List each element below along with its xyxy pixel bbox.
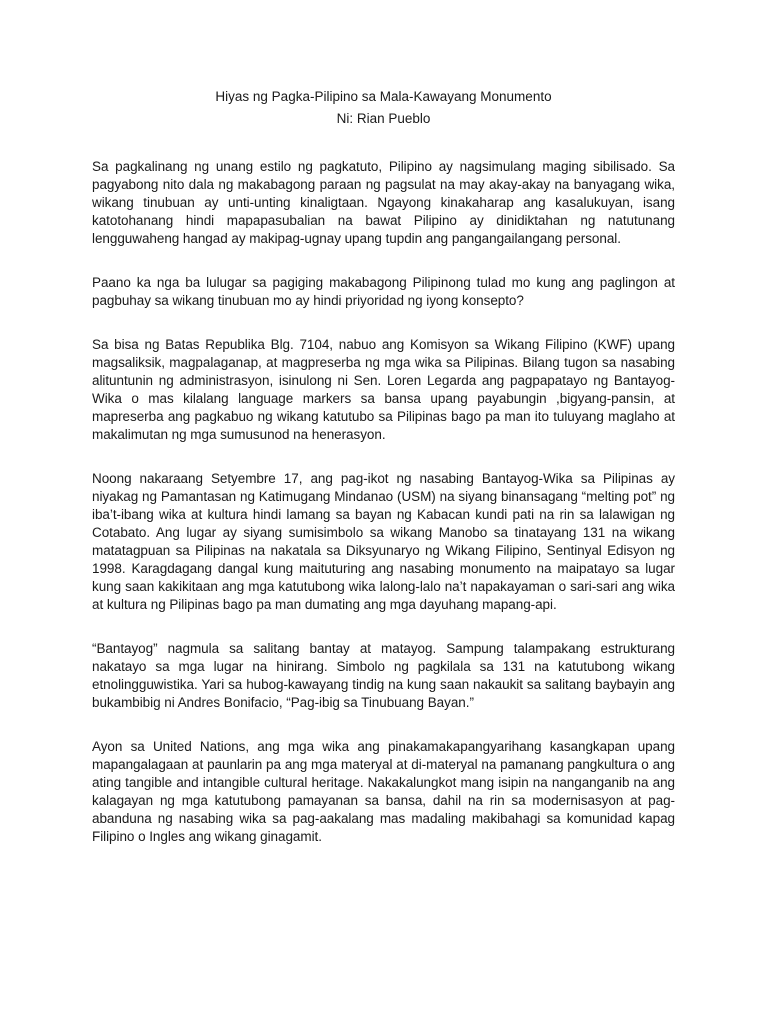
document-page: [92, 86, 675, 872]
paragraph-4: Noong nakaraang Setyembre 17, ang pag-ikot ng nasabing Bantayog-Wika sa Pilipinas ay niyakag ng Pamantasan ng Katimugang Mindanao (USM) na siyang binansagang “melting pot” ng iba’t-ibang wika at kultura hindi lamang sa bayan ng Kabacan kundi pati na rin sa lalawigan ng Cotabato. Ang lugar ay siyang sumisimbolo sa wikang Manobo sa tinatayang 131 na wikang matatagpuan sa Pilipinas na nakatala sa Diksyunaryo ng Wikang Filipino, Sentinyal Edisyon ng 1998. Karagdagang dangal kung maituturing ang nasabing monumento na maipatayo sa lugar kung saan kakikitaan ang mga katutubong wika lalong-lalo na’t napakayaman o sari-sari ang wika at kultura ng Pilipinas bago pa man dumating ang mga dayuhang mapang-api.: [92, 471, 675, 612]
document-author: Ni: Rian Pueblo: [336, 111, 431, 126]
paragraph-3: Sa bisa ng Batas Republika Blg. 7104, nabuo ang Komisyon sa Wikang Filipino (KWF) upang magsaliksik, magpalaganap, at magpreserba ng mga wika sa Pilipinas. Bilang tugon sa nasabing alituntunin ng administrasyon, isinulong ni Sen. Loren Legarda ang pagpapatayo ng Bantayog-Wika o mas kilalang language markers sa bansa upang payabungin ,bigyang-pansin, at mapreserba ang pagkabuo ng wikang katutubo sa Pilipinas bago pa man ito tuluyang maglaho at makalimutan ng mga sumusunod na henerasyon.: [92, 337, 675, 442]
paragraph-5: “Bantayog” nagmula sa salitang bantay at matayog. Sampung talampakang estrukturang nakatayo sa mga lugar na hinirang. Simbolo ng pagkilala sa 131 na katutubong wikang etnolingguwistika. Yari sa hubog-kawayang tindig na kung saan nakaukit sa salitang baybayin ang bukambibig ni Andres Bonifacio, “Pag-ibig sa Tinubuang Bayan.”: [92, 641, 675, 710]
paragraph-6: Ayon sa United Nations, ang mga wika ang pinakamakapangyarihang kasangkapan upang mapangalagaan at paunlarin pa ang mga materyal at di-materyal na pamanang pangkultura o ang ating tangible and intangible cultural heritage. Nakakalungkot mang isipin na nanganganib na ang kalagayan ng mga katutubong pamayanan sa bansa, dahil na rin sa modernisasyon at pag-abanduna ng nasabing wika sa pag-aakalang mas madaling makibahagi sa komunidad kapag Filipino o Ingles ang wikang ginagamit.: [92, 739, 675, 844]
document-title: Hiyas ng Pagka-Pilipino sa Mala-Kawayang Monumento: [215, 89, 552, 104]
paragraph-2: Paano ka nga ba lulugar sa pagiging makabagong Pilipinong tulad mo kung ang paglingon at pagbuhay sa wikang tinubuan mo ay hindi priyoridad ng iyong konsepto?: [92, 275, 675, 308]
paragraph-1: Sa pagkalinang ng unang estilo ng pagkatuto, Pilipino ay nagsimulang maging sibilisado. Sa pagyabong nito dala ng makabagong paraan ng pagsulat na may akay-akay na banyagang wika, wikang tinubuan ay unti-unting kinaligtaan. Ngayong kinakaharap ang kasalukuyan, isang katotohanang hindi mapapasubalian na bawat Pilipino ay dinidiktahan ng natutunang lengguwaheng hangad ay makipag-ugnay upang tupdin ang pangangailangang personal.: [92, 159, 675, 246]
